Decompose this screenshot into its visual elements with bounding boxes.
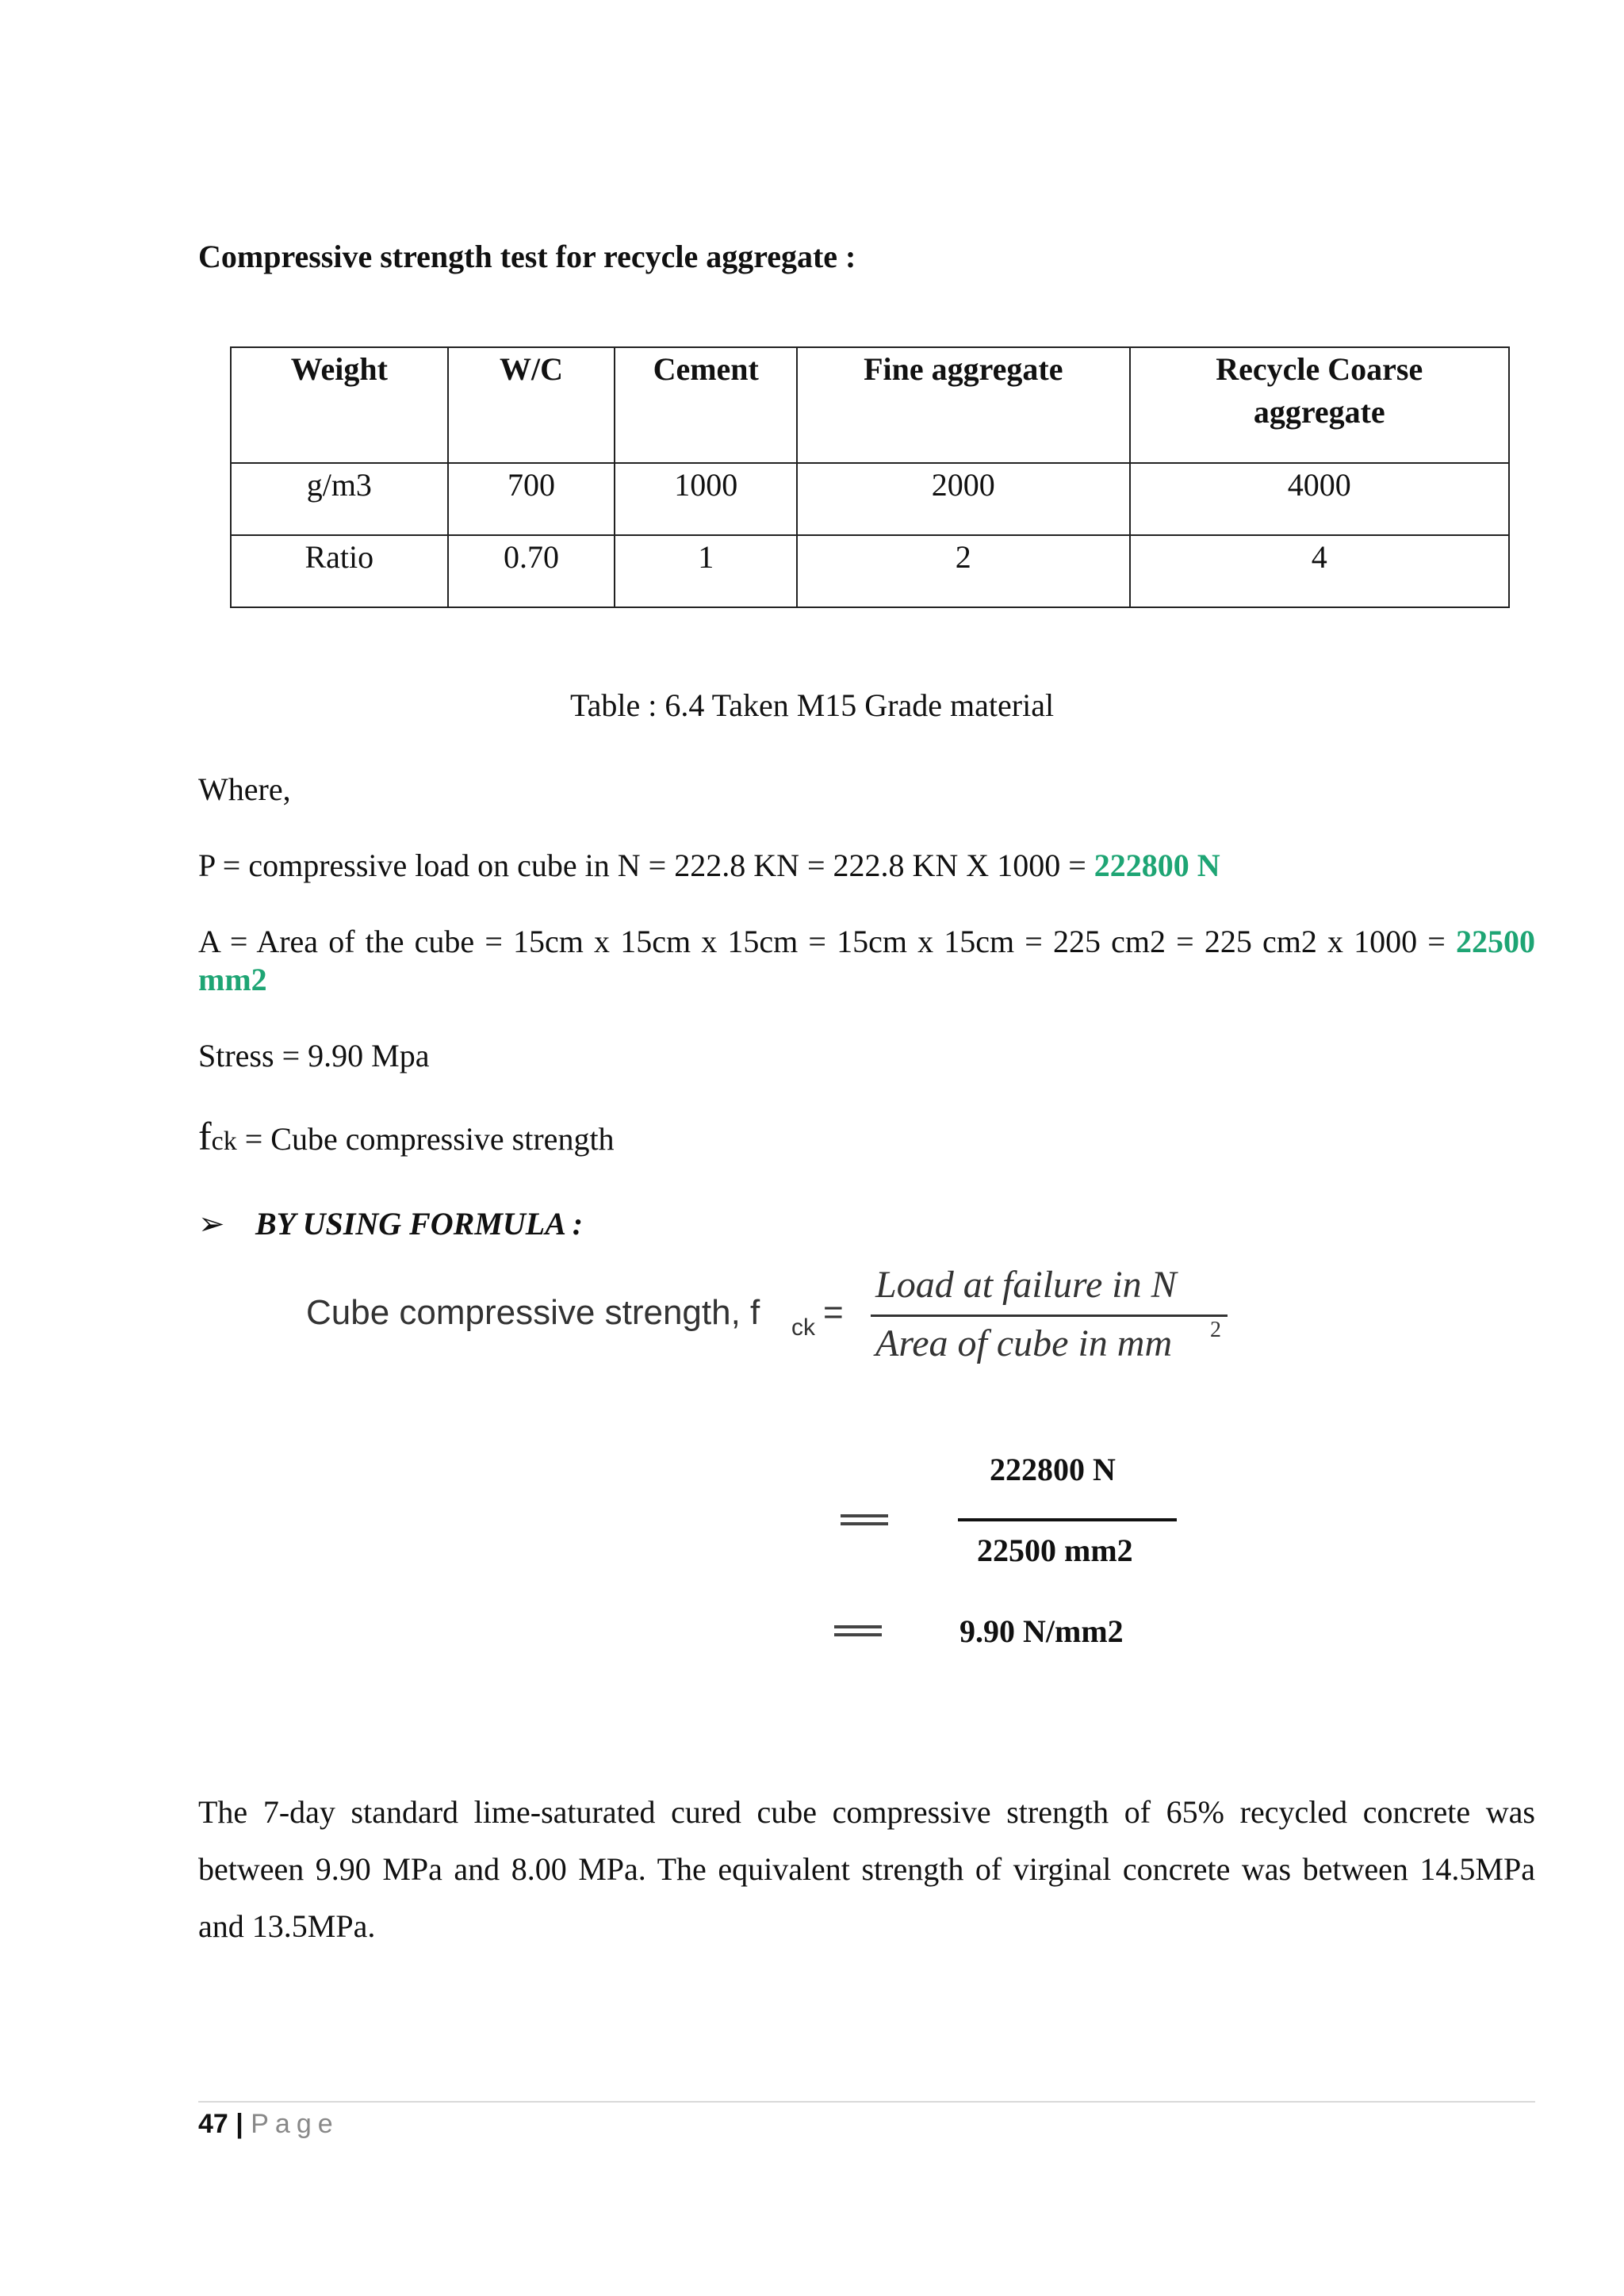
table-row	[231, 463, 1509, 535]
fck-description: = Cube compressive strength	[236, 1121, 615, 1157]
table-cell: 2	[797, 535, 1129, 607]
page-label: Page	[251, 2109, 339, 2139]
page-number: 47	[198, 2109, 228, 2139]
material-table	[230, 346, 1510, 608]
page-footer	[198, 2109, 339, 2140]
section-heading: Compressive strength test for recycle aggregate :	[198, 239, 856, 274]
table-header-cell: Cement	[615, 347, 797, 463]
formula-numerator: Load at failure in N	[875, 1264, 1177, 1306]
table-cell: 4000	[1130, 463, 1510, 535]
arrow-bullet-icon: ➢	[198, 1206, 225, 1242]
table-header-cell: Recycle Coarse aggregate	[1130, 347, 1510, 463]
footer-separator: |	[236, 2109, 243, 2139]
table-header-cell: Weight	[231, 347, 448, 463]
table-header-cell: Fine aggregate	[797, 347, 1129, 463]
table-cell: 700	[448, 463, 615, 535]
conclusion-paragraph: The 7-day standard lime-saturated cured cube compressive strength of 65% recycled concrete was between 9.90 MPa and 8.00 MPa. The equivalent strength of virginal concrete was between 14.5MPa and 13.5MPa.	[198, 1794, 1535, 1944]
formula-denominator-superscript: 2	[1210, 1318, 1221, 1342]
calc-result: 9.90 N/mm2	[959, 1613, 1124, 1649]
table-cell: 1	[615, 535, 797, 607]
formula-image	[306, 1257, 1258, 1388]
table-header-cell: W/C	[448, 347, 615, 463]
table-cell: Ratio	[231, 535, 448, 607]
formula-svg	[306, 1257, 1258, 1384]
table-cell: 1000	[615, 463, 797, 535]
fck-line	[198, 1113, 615, 1159]
table-row	[231, 535, 1509, 607]
load-line	[198, 847, 1220, 884]
table-cell: g/m3	[231, 463, 448, 535]
table-caption: Table : 6.4 Taken M15 Grade material	[569, 687, 1055, 723]
area-value: 22500 mm2	[198, 924, 1535, 997]
load-line-text: P = compressive load on cube in N = 222.8 KN = 222.8 KN X 1000 =	[198, 848, 1094, 883]
calc-fraction-bar	[958, 1518, 1177, 1521]
formula-equals: =	[823, 1293, 844, 1332]
formula-lhs-subscript: ck	[791, 1314, 815, 1341]
stress-line: Stress = 9.90 Mpa	[198, 1038, 430, 1073]
table-cell: 2000	[797, 463, 1129, 535]
where-label: Where,	[198, 771, 291, 807]
formula-heading: BY USING FORMULA :	[255, 1206, 584, 1242]
fck-subscript: ck	[211, 1127, 237, 1156]
table-header-row	[231, 347, 1509, 463]
formula-lhs: Cube compressive strength, f	[306, 1293, 760, 1332]
calc-denominator: 22500 mm2	[977, 1533, 1133, 1568]
load-value: 222800 N	[1094, 848, 1220, 883]
calc-numerator: 222800 N	[990, 1452, 1116, 1487]
area-line	[198, 923, 1535, 999]
fck-symbol: f	[198, 1114, 212, 1158]
footer-divider	[198, 2101, 1535, 2103]
table-cell: 4	[1130, 535, 1510, 607]
table-cell: 0.70	[448, 535, 615, 607]
area-line-text: A = Area of the cube = 15cm x 15cm x 15cm = 15cm x 15cm = 225 cm2 = 225 cm2 x 1000 =	[198, 924, 1456, 959]
formula-denominator: Area of cube in mm	[875, 1322, 1173, 1364]
formula-fraction-bar	[871, 1314, 1228, 1317]
